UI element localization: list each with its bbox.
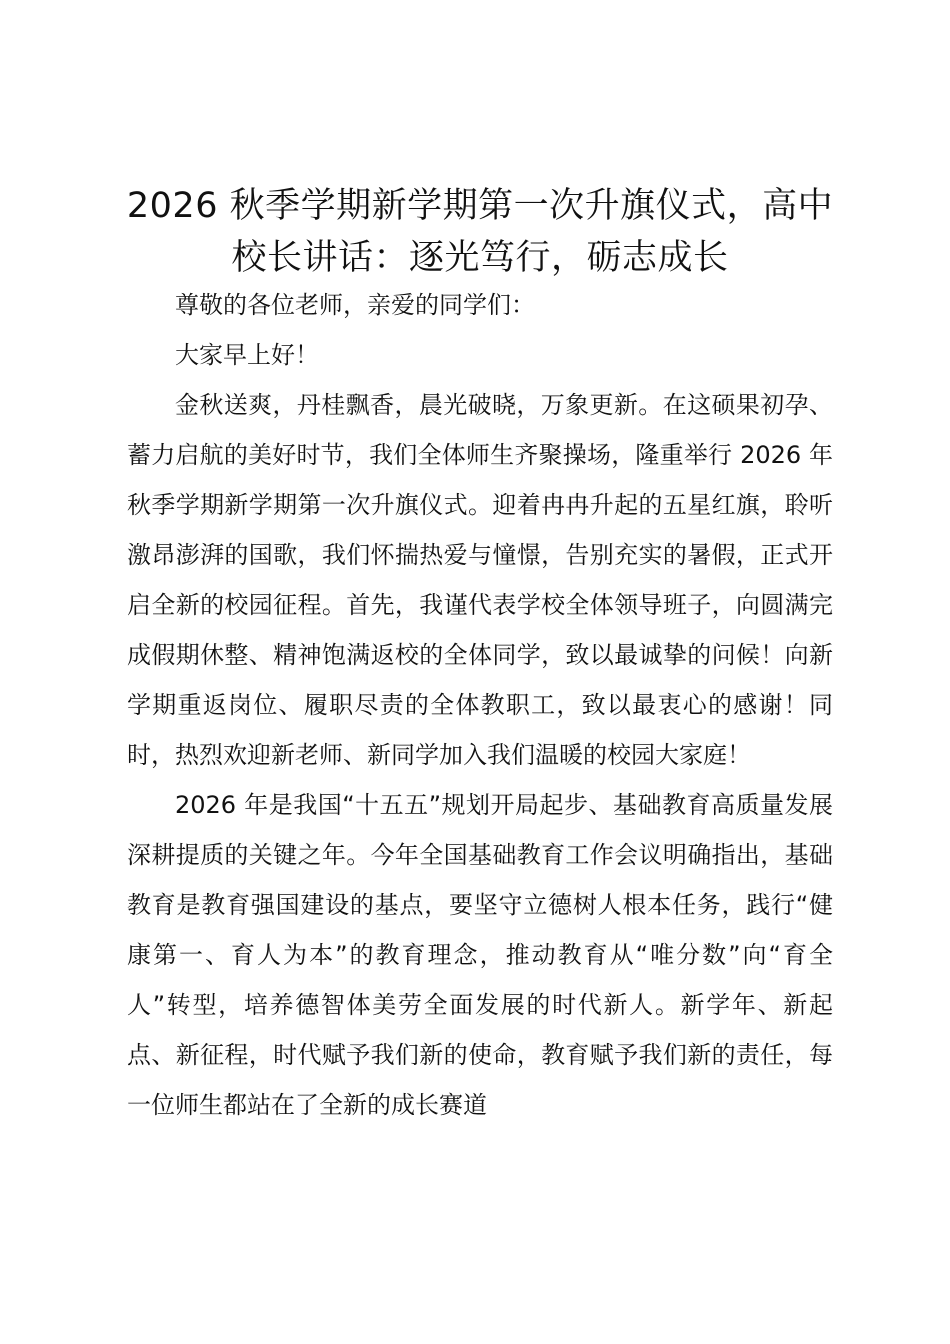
greeting-paragraph: 大家早上好！ bbox=[175, 341, 319, 369]
document-body bbox=[127, 280, 833, 1130]
opening-paragraph: 金秋送爽，丹桂飘香，晨光破晓，万象更新。在这硕果初孕、蓄力启航的美好时节，我们全体师生齐聚操场，隆重举行 2026 年秋季学期新学期第一次升旗仪式。迎着冉冉升起的五星红旗，聆听激昂澎湃的国歌，我们怀揣热爱与憧憬，告别充实的暑假，正式开启全新的校园征程。首先，我谨代表学校全体领导班子，向圆满完成假期休整、精神饱满返校的全体同学，致以最诚挚的问候！向新学期重返岗位、履职尽责的全体教职工，致以最衷心的感谢！同时，热烈欢迎新老师、新同学加入我们温暖的校园大家庭！ bbox=[127, 391, 833, 769]
context-paragraph: 2026 年是我国“十五五”规划开局起步、基础教育高质量发展深耕提质的关键之年。今年全国基础教育工作会议明确指出，基础教育是教育强国建设的基点，要坚守立德树人根本任务，践行“健康第一、育人为本”的教育理念，推动教育从“唯分数”向“育全人”转型，培养德智体美劳全面发展的时代新人。新学年、新起点、新征程，时代赋予我们新的使命，教育赋予我们新的责任，每一位师生都站在了全新的成长赛道 bbox=[127, 791, 833, 1119]
salutation-paragraph: 尊敬的各位老师，亲爱的同学们： bbox=[175, 291, 535, 319]
document-title: 2026 秋季学期新学期第一次升旗仪式，高中校长讲话：逐光笃行，砺志成长 bbox=[126, 186, 834, 278]
